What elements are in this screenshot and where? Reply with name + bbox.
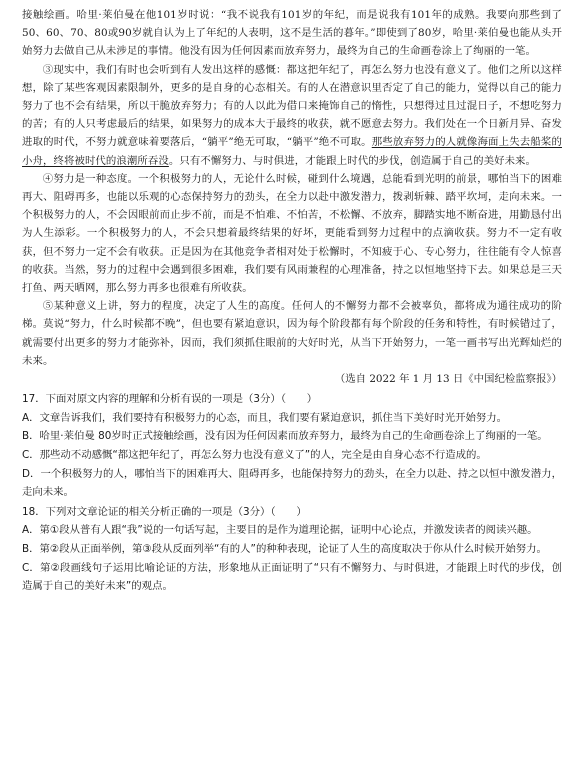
document-page bbox=[22, 6, 562, 596]
option-c: C．那些动不动感慨“都这把年纪了，再怎么努力也没有意义了”的人，完全是由自身心态不行造成的。 bbox=[22, 449, 487, 462]
option-a: A．第①段从普有人跟“我”说的一句话写起，主要目的是作为道理论据，证明中心论点，并激发读者的阅读兴趣。 bbox=[22, 524, 538, 537]
paragraph-3-text-b: 。只有不懈努力、与时俱进，才能跟上时代的步伐，创造属于自己的美好未来。 bbox=[168, 154, 537, 167]
option-d: D．一个积极努力的人，哪怕当下的困难再大、阻碍再多，也能保持努力的劲头，在全力以赴、持之以恒中激发潜力，走向未来。 bbox=[22, 467, 562, 499]
option-a: A．文章告诉我们，我们要持有积极努力的心态，而且，我们要有紧迫意识，抓住当下美好时光开始努力。 bbox=[22, 411, 508, 424]
question-17 bbox=[22, 390, 562, 502]
question-stem: 18．下列对文章论证的相关分析正确的一项是（3分）（ ） bbox=[22, 505, 307, 518]
question-18 bbox=[22, 503, 562, 596]
paragraph-3-text-a: ③现实中，我们有时也会听到有人发出这样的感慨：都这把年纪了，再怎么努力也没有意义了。他们之所以这样想，除了某些客观因素限制外，更多的是自身的心态相关。有的人在潜意识里否定了自己的能力，觉得以自己的能力努力了也不会有结果，所以干脆放弃努力；有的人以此为借口来掩饰自己的惰性，只想得过且过混日子，不想吃努力的苦；有的人只考虑最后的结果，如果努力的成本大于最终的收获，就不愿意去努力。我们处在一个日新月异、奋发进取的时代，不努力就意味着要落后，“躺平”绝无可取，“躺平”绝不可取。 bbox=[22, 63, 562, 149]
passage-paragraph-5: ⑤某种意义上讲，努力的程度，决定了人生的高度。任何人的不懈努力都不会被辜负，都将成为通往成功的阶梯。莫说“努力，什么时候都不晚”，但也要有紧迫意识，因为每个阶段都有每个阶段的任务和特性，有时候错过了，就需要付出更多的努力才能弥补，因而，我们须抓住眼前的大好时光，从当下开始努力，一笔一画书写出光辉灿烂的未来。 bbox=[22, 300, 562, 367]
passage-paragraph-4: ④努力是一种态度。一个积极努力的人，无论什么时候，碰到什么境遇，总能看到光明的前景，哪怕当下的困难再大、阻碍再多，也能以乐观的心态保持努力的劲头，在全力以赴中激发潜力，拨剥斩棘、踏平坎坷，走向未来。一个积极努力的人，不会因眼前而止步不前，而是不怕难、不怕苦，不松懈、不放弃，脚踏实地不断奋进，用勤恳付出为人生添彩。一个积极努力的人，不会只想着最终结果的好坏，更能看到努力过程中的点滴收获。努力不一定有收获，但不努力一定不会有收获。正是因为在其他竞争者相对处于松懈时，不知疲于心、专心努力，往往能有令人惊喜的收获。当然，努力的过程中会遇到很多困难，我们要有风雨兼程的心理准备，持之以恒地坚持下去。如果总是三天打鱼、两天晒网，那么努力再多也很难有所收获。 bbox=[22, 172, 562, 295]
passage-paragraph-3 bbox=[22, 61, 562, 170]
passage-paragraph-continued: 接触绘画。哈里·莱伯曼在他101岁时说：“我不说我有101岁的年纪，而是说我有101年的成熟。我要向那些到了50、60、70、80或90岁就自认为上了年纪的人表明，这不是生活的暮年。”即使到了80岁，哈里·莱伯曼也能从头开始努力去做自己从未涉足的事情。他没有因为任何因素而放弃努力，最终为自己的生命画卷涂上了绚丽的一笔。 bbox=[22, 9, 562, 58]
underlined-sentence: 那些放弃努力的人就像海面上失去船桨的小舟，终将被时代的浪潮所吞没 bbox=[22, 136, 562, 167]
question-stem: 17．下面对原文内容的理解和分析有误的一项是（3分）（ ） bbox=[22, 393, 318, 406]
option-b: B．第②段从正面举例，第③段从反面列举“有的人”的种种表现，论证了人生的高度取决于你从什么时候开始努力。 bbox=[22, 543, 547, 556]
option-b: B．哈里·莱伯曼 80岁时正式接触绘画，没有因为任何因素而放弃努力，最终为自己的生命画卷涂上了绚丽的一笔。 bbox=[22, 430, 548, 443]
option-c: C．第②段画线句子运用比喻论证的方法，形象地从正面证明了“只有不懈努力、与时俱进，才能跟上时代的步伐，创造属于自己的美好未来”的观点。 bbox=[22, 561, 562, 593]
source-citation: （选自 2022 年 1 月 13 日《中国纪检监察报》） bbox=[334, 373, 562, 386]
